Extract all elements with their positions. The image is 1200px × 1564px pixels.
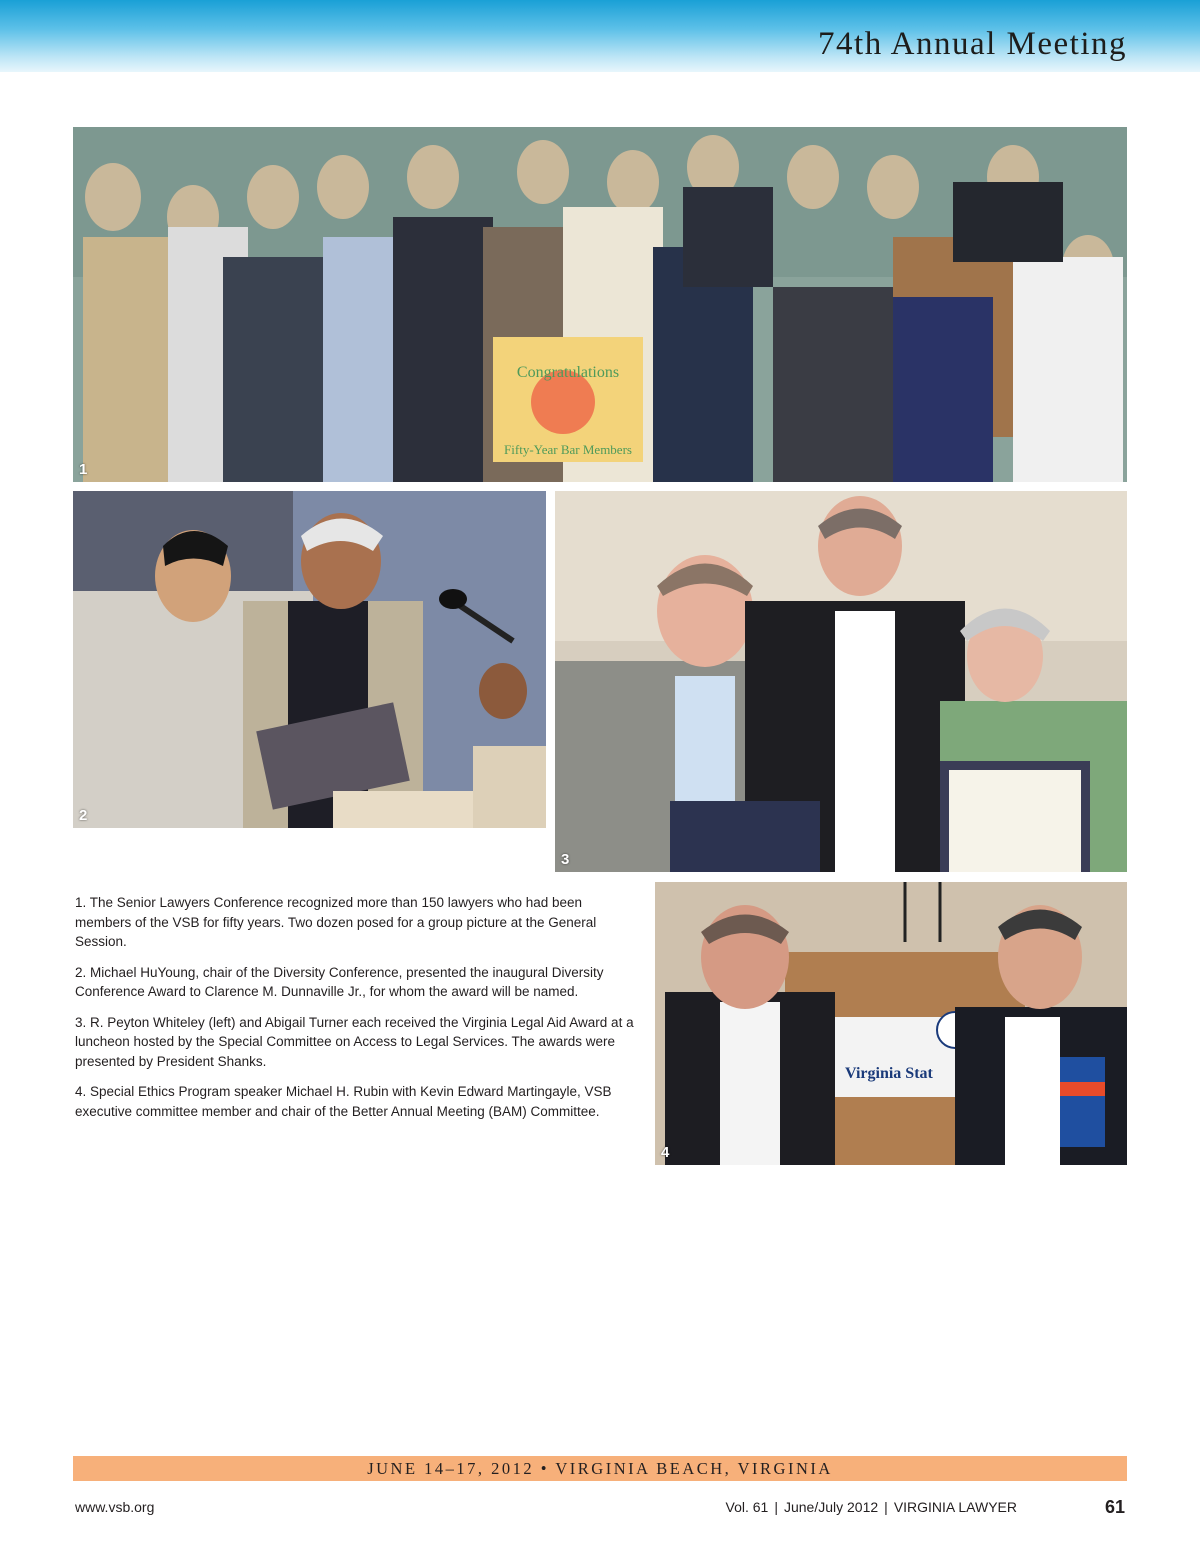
photo-4-podium-text: Virginia Stat — [845, 1065, 933, 1082]
footer-publication-info — [726, 1499, 1017, 1515]
page-number: 61 — [1104, 1497, 1125, 1517]
photo-2-diversity-award — [73, 491, 546, 828]
photo-3-legal-aid-award — [555, 491, 1127, 872]
photo-1-sign-line1: Congratulations — [516, 364, 620, 381]
photo-4-ethics-program — [655, 882, 1127, 1165]
footer-magazine: VIRGINIA LAWYER — [893, 1499, 1017, 1515]
photo-2-number: 2 — [79, 807, 88, 824]
photo-3-number: 3 — [561, 851, 570, 868]
photo-1-group-picture — [73, 127, 1127, 482]
caption-1: 1. The Senior Lawyers Conference recognized more than 150 lawyers who had been members of the VSB for fifty years. Two dozen posed for a group picture at the General Session. — [75, 895, 597, 949]
caption-4: 4. Special Ethics Program speaker Michael H. Rubin with Kevin Edward Martingayle, VSB executive committee member and chair of the Better Annual Meeting (BAM) Committee. — [75, 1084, 612, 1119]
footer-separator: | — [774, 1499, 778, 1515]
photo-4-image — [655, 882, 1127, 1165]
page-header-title: 74th Annual Meeting — [818, 26, 1127, 62]
footer-issue: June/July 2012 — [783, 1499, 879, 1515]
footer-volume: Vol. 61 — [725, 1499, 769, 1515]
photo-4-number: 4 — [661, 1144, 670, 1161]
caption-2: 2. Michael HuYoung, chair of the Diversity Conference, presented the inaugural Diversity Conference Award to Clarence M. Dunnaville Jr., for whom the award will be named. — [75, 964, 604, 999]
photo-2-image — [73, 491, 546, 828]
caption-3: 3. R. Peyton Whiteley (left) and Abigail Turner each received the Virginia Legal Aid Award at a luncheon hosted by the Special Committee on Access to Legal Services. The awards were presented by President Shanks. — [75, 1014, 634, 1069]
photo-1-number: 1 — [79, 461, 88, 478]
footer-separator: | — [884, 1499, 888, 1515]
photo-captions — [75, 893, 635, 1132]
photo-1-sign-line2: Fifty-Year Bar Members — [504, 442, 632, 457]
photo-1-image — [73, 127, 1127, 482]
event-date-bar: JUNE 14–17, 2012 • VIRGINIA BEACH, VIRGINIA — [73, 1456, 1127, 1481]
footer-website: www.vsb.org — [75, 1499, 155, 1515]
photo-3-image — [555, 491, 1127, 872]
